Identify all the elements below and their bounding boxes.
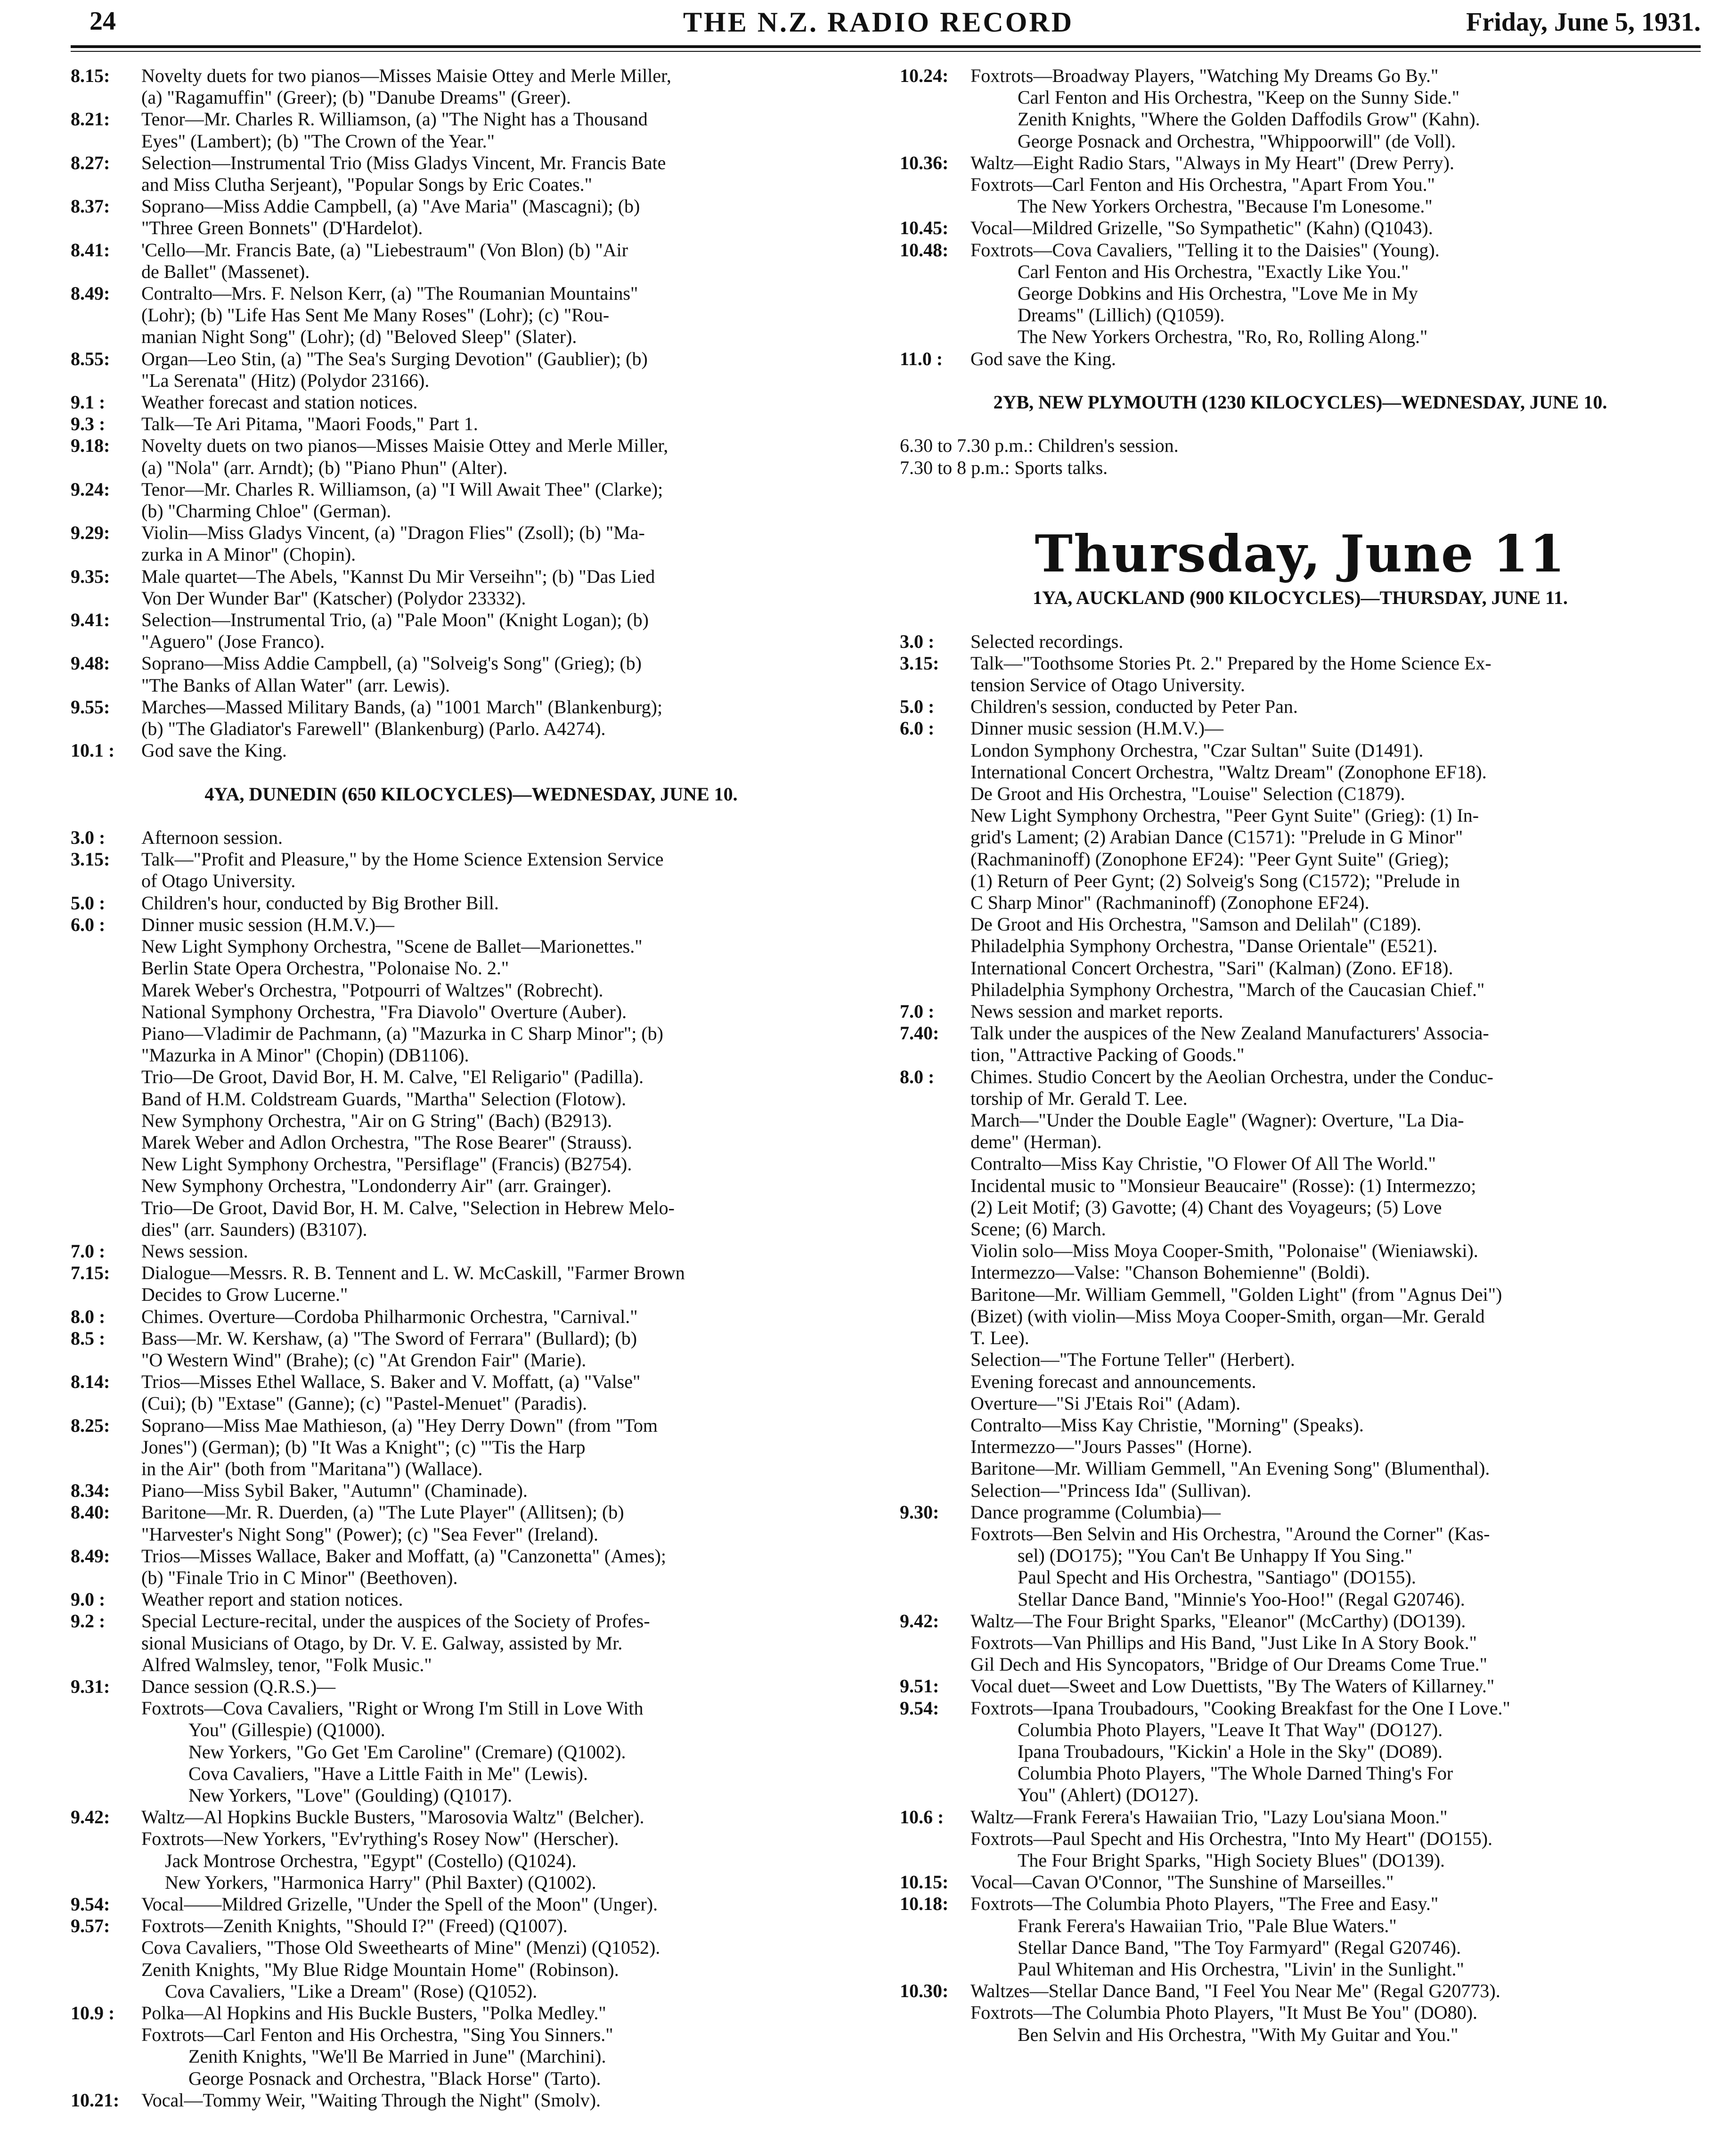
entry-time: 10.6 : (900, 1806, 944, 1828)
schedule-entry (71, 2089, 872, 2111)
schedule-entry (71, 827, 872, 849)
entry-text: Marches—Massed Military Bands, (a) "1001 March" (Blankenburg); (b) "The Gladiator's Farewell" (Blankenburg) (Parlo. A4274). (141, 696, 663, 740)
schedule-entry (71, 1480, 872, 1501)
entry-text: Foxtrots—Zenith Knights, "Should I?" (Freed) (Q1007). Cova Cavaliers, "Those Old Sweethearts of Mine" (Menzi) (Q1052). Zenith Knights, "My Blue Ridge Mountain Home" (Robinson). Cova Cavaliers, "Like a Dream" (Rose) (Q1052). (141, 1915, 660, 2002)
entry-text: Tenor—Mr. Charles R. Williamson, (a) "The Night has a Thousand Eyes" (Lambert); (b) "The Crown of the Year." (141, 108, 648, 152)
entry-text: News session. (141, 1240, 248, 1262)
schedule-entry (71, 196, 872, 239)
right-column (900, 65, 1701, 2046)
entry-time: 8.34: (71, 1480, 110, 1501)
entry-text: Afternoon session. (141, 827, 283, 849)
schedule-entry (71, 348, 872, 392)
entry-text: God save the King. (141, 740, 287, 761)
entry-time: 8.5 : (71, 1327, 106, 1349)
entry-text: Trios—Misses Ethel Wallace, S. Baker and V. Moffatt, (a) "Valse" (Cui); (b) "Extase" (Ganne); (c) "Pastel-Menuet" (Paradis). (141, 1371, 641, 1414)
entry-text: Dance session (Q.R.S.)— Foxtrots—Cova Cavaliers, "Right or Wrong I'm Still in Love With You" (Gillespie) (Q1000). New Yorkers, "Go Get 'Em Caroline" (Cremare) (Q1002). Cova Cavaliers, "Have a Little Faith in Me" (Lewis). New Yorkers, "Love" (Goulding) (Q1017). (141, 1676, 644, 1806)
spacer (900, 609, 1701, 630)
entry-text: Selection—Instrumental Trio (Miss Gladys Vincent, Mr. Francis Bate and Miss Clutha Serjeant), "Popular Songs by Eric Coates." (141, 152, 666, 196)
page-number: 24 (90, 7, 116, 36)
masthead-title: THE N.Z. RADIO RECORD (683, 7, 1074, 38)
entry-time: 8.25: (71, 1414, 110, 1436)
entry-time: 8.40: (71, 1501, 110, 1523)
station-heading: 1YA, AUCKLAND (900 KILOCYCLES)—THURSDAY, JUNE 11. (1033, 587, 1568, 609)
entry-time: 8.14: (71, 1371, 110, 1393)
entry-time: 8.15: (71, 65, 110, 86)
entry-text: Vocal——Mildred Grizelle, "Under the Spell of the Moon" (Unger). (141, 1893, 658, 1915)
entry-text: Talk—"Profit and Pleasure," by the Home Science Extension Service of Otago University. (141, 849, 664, 892)
entry-text: Foxtrots—Cova Cavaliers, "Telling it to the Daisies" (Young). Carl Fenton and His Orchestra, "Exactly Like You." George Dobkins and His Orchestra, "Love Me in My Dreams" (Lillich) (Q1059). The New Yorkers Orchestra, "Ro, Ro, Rolling Along." (970, 239, 1440, 348)
entry-time: 7.15: (71, 1262, 110, 1284)
spacer (900, 479, 1701, 500)
day-heading: Thursday, June 11 (1035, 524, 1566, 584)
entry-time: 10.36: (900, 152, 949, 173)
schedule-entry (71, 1545, 872, 1589)
entry-time: 8.49: (71, 283, 110, 304)
schedule-entry (900, 653, 1701, 696)
entry-time: 8.37: (71, 196, 110, 217)
entry-time: 5.0 : (71, 892, 106, 914)
entry-text: Male quartet—The Abels, "Kannst Du Mir Verseihn"; (b) "Das Lied Von Der Wunder Bar" (Katscher) (Polydor 23332). (141, 565, 655, 609)
schedule-entry (900, 1610, 1701, 1676)
entry-time: 7.0 : (71, 1240, 106, 1262)
schedule-note: 6.30 to 7.30 p.m.: Children's session. 7.30 to 8 p.m.: Sports talks. (900, 435, 1179, 478)
entry-time: 8.41: (71, 239, 110, 261)
entry-text: Waltzes—Stellar Dance Band, "I Feel You Near Me" (Regal G20773). Foxtrots—The Columbia Photo Players, "It Must Be You" (DO80). Ben Selvin and His Orchestra, "With My Guitar and You." (970, 1980, 1500, 2045)
entry-time: 9.54: (900, 1697, 939, 1719)
entry-text: Violin—Miss Gladys Vincent, (a) "Dragon Flies" (Zsoll); (b) "Ma- zurka in A Minor" (Chopin). (141, 522, 645, 565)
entry-time: 10.21: (71, 2089, 120, 2111)
entry-time: 10.30: (900, 1980, 949, 2002)
entry-time: 9.48: (71, 653, 110, 674)
entry-text: Vocal—Mildred Grizelle, "So Sympathetic" (Kahn) (Q1043). (970, 217, 1433, 239)
schedule-entry (71, 1610, 872, 1676)
entry-text: Dialogue—Messrs. R. B. Tennent and L. W. McCaskill, "Farmer Brown Decides to Grow Lucerne." (141, 1262, 685, 1306)
schedule-entry (900, 1675, 1701, 1697)
entry-time: 9.3 : (71, 413, 106, 435)
entry-text: Contralto—Mrs. F. Nelson Kerr, (a) "The Roumanian Mountains" (Lohr); (b) "Life Has Sent Me Many Roses" (Lohr); (c) "Rou- manian Night Song" (Lohr); (d) "Beloved Sleep" (Slater). (141, 283, 638, 348)
schedule-entry (71, 392, 872, 413)
schedule-entry (71, 1415, 872, 1480)
entry-text: Piano—Miss Sybil Baker, "Autumn" (Chaminade). (141, 1480, 528, 1501)
entry-text: Vocal—Tommy Weir, "Waiting Through the Night" (Smolv). (141, 2089, 601, 2111)
entry-text: Talk—Te Ari Pitama, "Maori Foods," Part 1. (141, 413, 478, 435)
schedule-entry (71, 609, 872, 653)
entry-time: 10.45: (900, 217, 949, 239)
schedule-entry (900, 1501, 1701, 1610)
schedule-entry (71, 1240, 872, 1262)
entry-text: Children's hour, conducted by Big Brother Bill. (141, 892, 499, 914)
entry-time: 9.1 : (71, 392, 106, 413)
entry-text: Baritone—Mr. R. Duerden, (a) "The Lute Player" (Allitsen); (b) "Harvester's Night Song" (Power); (c) "Sea Fever" (Ireland). (141, 1501, 624, 1545)
entry-text: Dinner music session (H.M.V.)— London Symphony Orchestra, "Czar Sultan" Suite (D1491). International Concert Orchestra, "Waltz Dream" (Zonophone EF18). De Groot and His Orchestra, "Louise" Selection (C1879). New Light Symphony Orchestra, "Peer Gynt Suite" (Grieg): (1) In- grid's Lament; (2) Arabian Dance (C1571): "Prelude in G Minor" (Rachmaninoff) (Zonophone EF24): "Peer Gynt Suite" (Grieg); (1) Return of Peer Gynt; (2) Solveig's Song (C1572); "Prelude in C Sharp Minor" (Rachmaninoff) (Zonophone EF24). De Groot and His Orchestra, "Samson and Delilah" (C189). Philadelphia Symphony Orchestra, "Danse Orientale" (E521). International Concert Orchestra, "Sari" (Kalman) (Zono. EF18). Philadelphia Symphony Orchestra, "March of the Caucasian Chief." (970, 718, 1487, 1000)
schedule-entry (71, 108, 872, 152)
entry-time: 7.40: (900, 1022, 939, 1044)
schedule-entry (71, 239, 872, 283)
entry-text: Waltz—Al Hopkins Buckle Busters, "Marosovia Waltz" (Belcher). Foxtrots—New Yorkers, "Ev'rything's Rosey Now" (Herscher). Jack Montrose Orchestra, "Egypt" (Costello) (Q1024). New Yorkers, "Harmonica Harry" (Phil Baxter) (Q1002). (141, 1806, 644, 1893)
schedule-entry (71, 1589, 872, 1610)
entry-text: Talk under the auspices of the New Zealand Manufacturers' Associa- tion, "Attractive Packing of Goods." (970, 1022, 1489, 1066)
schedule-entry (71, 1915, 872, 2002)
entry-time: 3.0 : (71, 827, 106, 849)
entry-text: Waltz—Eight Radio Stars, "Always in My Heart" (Drew Perry). Foxtrots—Carl Fenton and His Orchestra, "Apart From You." The New Yorkers Orchestra, "Because I'm Lonesome." (970, 152, 1454, 217)
schedule-entry (71, 479, 872, 522)
entry-time: 10.15: (900, 1871, 949, 1893)
entry-text: Waltz—Frank Ferera's Hawaiian Trio, "Lazy Lou'siana Moon." Foxtrots—Paul Specht and His Orchestra, "Into My Heart" (DO155). The Four Bright Sparks, "High Society Blues" (DO139). (970, 1806, 1493, 1871)
entry-time: 5.0 : (900, 696, 935, 718)
entry-time: 10.9 : (71, 2002, 115, 2024)
entry-text: Vocal duet—Sweet and Low Duettists, "By The Waters of Killarney." (970, 1675, 1495, 1697)
entry-time: 8.27: (71, 152, 110, 173)
schedule-entry (900, 1697, 1701, 1806)
entry-time: 9.18: (71, 435, 110, 457)
entry-text: Dance programme (Columbia)— Foxtrots—Ben Selvin and His Orchestra, "Around the Corner" (Kas- sel) (DO175); "You Can't Be Unhappy If You Sing." Paul Specht and His Orchestra, "Santiago" (DO155). Stellar Dance Band, "Minnie's Yoo-Hoo!" (Regal G20746). (970, 1501, 1490, 1610)
schedule-entry (900, 1022, 1701, 1066)
entry-text: Soprano—Miss Addie Campbell, (a) "Solveig's Song" (Grieg); (b) "The Banks of Allan Water" (arr. Lewis). (141, 653, 642, 696)
schedule-entry (71, 566, 872, 609)
entry-time: 9.55: (71, 696, 110, 718)
entry-text: Tenor—Mr. Charles R. Williamson, (a) "I Will Await Thee" (Clarke); (b) "Charming Chloe" (German). (141, 478, 663, 522)
schedule-entry (900, 65, 1701, 152)
schedule-entry (71, 283, 872, 348)
entry-text: Selected recordings. (970, 630, 1124, 652)
entry-time: 3.0 : (900, 630, 935, 652)
spacer (900, 370, 1701, 392)
entry-time: 8.55: (71, 348, 110, 369)
entry-time: 10.24: (900, 65, 949, 86)
entry-time: 11.0 : (900, 348, 943, 369)
schedule-entry (900, 348, 1701, 370)
entry-text: Special Lecture-recital, under the auspices of the Society of Profes- sional Musicians of Otago, by Dr. V. E. Galway, assisted by Mr. Alfred Walmsley, tenor, "Folk Music." (141, 1610, 650, 1675)
entry-time: 9.41: (71, 609, 110, 631)
spacer (71, 762, 872, 783)
header-rule-thin (71, 51, 1701, 52)
entry-time: 8.49: (71, 1545, 110, 1567)
spacer (900, 413, 1701, 435)
schedule-entry (71, 1501, 872, 1545)
schedule-entry (900, 1980, 1701, 2046)
entry-time: 9.42: (900, 1610, 939, 1632)
entry-text: Soprano—Miss Addie Campbell, (a) "Ave Maria" (Mascagni); (b) "Three Green Bonnets" (D'Hardelot). (141, 196, 640, 239)
left-column (71, 65, 872, 2111)
entry-text: Novelty duets for two pianos—Misses Maisie Ottey and Merle Miller, (a) "Ragamuffin" (Greer); (b) "Danube Dreams" (Greer). (141, 65, 671, 108)
entry-time: 8.0 : (71, 1306, 106, 1327)
schedule-entry (71, 435, 872, 478)
schedule-entry (71, 892, 872, 914)
entry-text: Vocal—Cavan O'Connor, "The Sunshine of Marseilles." (970, 1871, 1394, 1893)
entry-time: 9.51: (900, 1675, 939, 1697)
schedule-entry (71, 1806, 872, 1893)
entry-time: 6.0 : (71, 914, 106, 935)
entry-time: 9.24: (71, 478, 110, 500)
entry-text: Talk—"Toothsome Stories Pt. 2." Prepared by the Home Science Ex- tension Service of Otago University. (970, 652, 1491, 695)
schedule-entry (71, 1676, 872, 1806)
entry-text: Dinner music session (H.M.V.)— New Light Symphony Orchestra, "Scene de Ballet—Marionettes." Berlin State Opera Orchestra, "Polonaise No. 2." Marek Weber's Orchestra, "Potpourri of Waltzes" (Robrecht). National Symphony Orchestra, "Fra Diavolo" Overture (Auber). Piano—Vladimir de Pachmann, (a) "Mazurka in C Sharp Minor"; (b) "Mazurka in A Minor" (Chopin) (DB1106). Trio—De Groot, David Bor, H. M. Calve, "El Religario" (Padilla). Band of H.M. Coldstream Guards, "Martha" Selection (Flotow). New Symphony Orchestra, "Air on G String" (Bach) (B2913). Marek Weber and Adlon Orchestra, "The Rose Bearer" (Strauss). New Light Symphony Orchestra, "Persiflage" (Francis) (B2754). New Symphony Orchestra, "Londonderry Air" (arr. Grainger). Trio—De Groot, David Bor, H. M. Calve, "Selection in Hebrew Melo- dies" (arr. Saunders) (B3107). (141, 914, 675, 1240)
schedule-entry (900, 217, 1701, 239)
entry-text: Weather forecast and station notices. (141, 392, 418, 413)
entry-text: Polka—Al Hopkins and His Buckle Busters, "Polka Medley." Foxtrots—Carl Fenton and His Orchestra, "Sing You Sinners." Zenith Knights, "We'll Be Married in June" (Marchini). George Posnack and Orchestra, "Black Horse" (Tarto). (141, 2002, 613, 2089)
entry-time: 9.2 : (71, 1610, 106, 1632)
issue-date: Friday, June 5, 1931. (1466, 8, 1701, 37)
schedule-entry (71, 1306, 872, 1328)
entry-time: 10.48: (900, 239, 949, 261)
schedule-entry (71, 740, 872, 761)
entry-time: 10.1 : (71, 740, 115, 761)
schedule-entry (900, 1066, 1701, 1501)
entry-time: 9.54: (71, 1893, 110, 1915)
schedule-entry (900, 1806, 1701, 1872)
entry-text: Soprano—Miss Mae Mathieson, (a) "Hey Derry Down" (from "Tom Jones") (German); (b) "It Was a Knight"; (c) "'Tis the Harp in the Air" (both from "Maritana") (Wallace). (141, 1414, 658, 1479)
entry-time: 9.0 : (71, 1589, 106, 1610)
schedule-entry (71, 1371, 872, 1414)
schedule-entry (71, 849, 872, 892)
entry-time: 7.0 : (900, 1001, 935, 1022)
schedule-entry (900, 718, 1701, 1001)
entry-text: Waltz—The Four Bright Sparks, "Eleanor" (McCarthy) (DO139). Foxtrots—Van Phillips and His Band, "Just Like In A Story Book." Gil Dech and His Syncopators, "Bridge of Our Dreams Come True." (970, 1610, 1487, 1675)
entry-text: Foxtrots—Broadway Players, "Watching My Dreams Go By." Carl Fenton and His Orchestra, "Keep on the Sunny Side." Zenith Knights, "Where the Golden Daffodils Grow" (Kahn). George Posnack and Orchestra, "Whippoorwill" (de Voll). (970, 65, 1480, 152)
entry-text: News session and market reports. (970, 1001, 1223, 1022)
entry-time: 6.0 : (900, 718, 935, 739)
station-heading: 4YA, DUNEDIN (650 KILOCYCLES)—WEDNESDAY, JUNE 10. (204, 783, 738, 805)
entry-text: Weather report and station notices. (141, 1589, 403, 1610)
entry-text: Novelty duets on two pianos—Misses Maisie Ottey and Merle Miller, (a) "Nola" (arr. Arndt); (b) "Piano Phun" (Alter). (141, 435, 668, 478)
entry-time: 9.42: (71, 1806, 110, 1828)
schedule-entry (900, 631, 1701, 653)
schedule-entry (71, 653, 872, 696)
schedule-entry (900, 152, 1701, 218)
entry-text: 'Cello—Mr. Francis Bate, (a) "Liebestraum" (Von Blon) (b) "Air de Ballet" (Massenet). (141, 239, 628, 282)
schedule-entry (900, 1871, 1701, 1893)
entry-time: 9.31: (71, 1676, 110, 1697)
entry-text: Selection—Instrumental Trio, (a) "Pale Moon" (Knight Logan); (b) "Aguero" (Jose Franco). (141, 609, 649, 653)
entry-text: Foxtrots—The Columbia Photo Players, "The Free and Easy." Frank Ferera's Hawaiian Trio, "Pale Blue Waters." Stellar Dance Band, "The Toy Farmyard" (Regal G20746). Paul Whiteman and His Orchestra, "Livin' in the Sunlight." (970, 1893, 1464, 1980)
schedule-entry (71, 914, 872, 1240)
schedule-entry (900, 1893, 1701, 1980)
spacer (900, 500, 1701, 522)
entry-text: Chimes. Studio Concert by the Aeolian Orchestra, under the Conduc- torship of Mr. Gerald T. Lee. March—"Under the Double Eagle" (Wagner): Overture, "La Dia- deme" (Herman). Contralto—Miss Kay Christie, "O Flower Of All The World." Incidental music to "Monsieur Beaucaire" (Rosse): (1) Intermezzo; (2) Leit Motif; (3) Gavotte; (4) Chant des Voyageurs; (5) Love Scene; (6) March. Violin solo—Miss Moya Cooper-Smith, "Polonaise" (Wieniawski). Intermezzo—Valse: "Chanson Bohemienne" (Boldi). Baritone—Mr. William Gemmell, "Golden Light" (from "Agnus Dei") (Bizet) (with violin—Miss Moya Cooper-Smith, organ—Mr. Gerald T. Lee). Selection—"The Fortune Teller" (Herbert). Evening forecast and announcements. Overture—"Si J'Etais Roi" (Adam). Contralto—Miss Kay Christie, "Morning" (Speaks). Intermezzo—"Jours Passes" (Horne). Baritone—Mr. William Gemmell, "An Evening Song" (Blumenthal). Selection—"Princess Ida" (Sullivan). (970, 1066, 1502, 1501)
entry-text: Chimes. Overture—Cordoba Philharmonic Orchestra, "Carnival." (141, 1306, 638, 1327)
schedule-entry (900, 1001, 1701, 1022)
schedule-entry (71, 696, 872, 740)
entry-text: God save the King. (970, 348, 1116, 369)
schedule-entry (71, 152, 872, 196)
entry-text: Trios—Misses Wallace, Baker and Moffatt, (a) "Canzonetta" (Ames); (b) "Finale Trio in C Minor" (Beethoven). (141, 1545, 667, 1588)
header-rule (71, 45, 1701, 48)
entry-time: 9.57: (71, 1915, 110, 1937)
entry-time: 9.35: (71, 565, 110, 587)
entry-text: Foxtrots—Ipana Troubadours, "Cooking Breakfast for the One I Love." Columbia Photo Players, "Leave It That Way" (DO127). Ipana Troubadours, "Kickin' a Hole in the Sky" (DO89). Columbia Photo Players, "The Whole Darned Thing's For You" (Ahlert) (DO127). (970, 1697, 1510, 1806)
entry-time: 9.30: (900, 1501, 939, 1523)
spacer (71, 805, 872, 827)
entry-time: 9.29: (71, 522, 110, 544)
entry-time: 8.0 : (900, 1066, 935, 1087)
station-heading: 2YB, NEW PLYMOUTH (1230 KILOCYCLES)—WEDNESDAY, JUNE 10. (993, 392, 1607, 413)
entry-text: Bass—Mr. W. Kershaw, (a) "The Sword of Ferrara" (Bullard); (b) "O Western Wind" (Brahe); (c) "At Grendon Fair" (Marie). (141, 1327, 637, 1371)
entry-time: 10.18: (900, 1893, 949, 1915)
entry-time: 3.15: (900, 652, 939, 674)
entry-text: Children's session, conducted by Peter Pan. (970, 696, 1298, 718)
schedule-entry (71, 65, 872, 108)
entry-time: 3.15: (71, 849, 110, 870)
schedule-entry (71, 1893, 872, 1915)
schedule-entry (71, 522, 872, 565)
schedule-entry (71, 1328, 872, 1371)
schedule-entry (71, 2002, 872, 2089)
page-header (71, 2, 1701, 45)
schedule-entry (71, 1262, 872, 1306)
entry-time: 8.21: (71, 108, 110, 130)
entry-text: Organ—Leo Stin, (a) "The Sea's Surging Devotion" (Gaublier); (b) "La Serenata" (Hitz) (Polydor 23166). (141, 348, 648, 391)
schedule-entry (900, 696, 1701, 718)
schedule-entry (71, 413, 872, 435)
schedule-entry (900, 239, 1701, 348)
